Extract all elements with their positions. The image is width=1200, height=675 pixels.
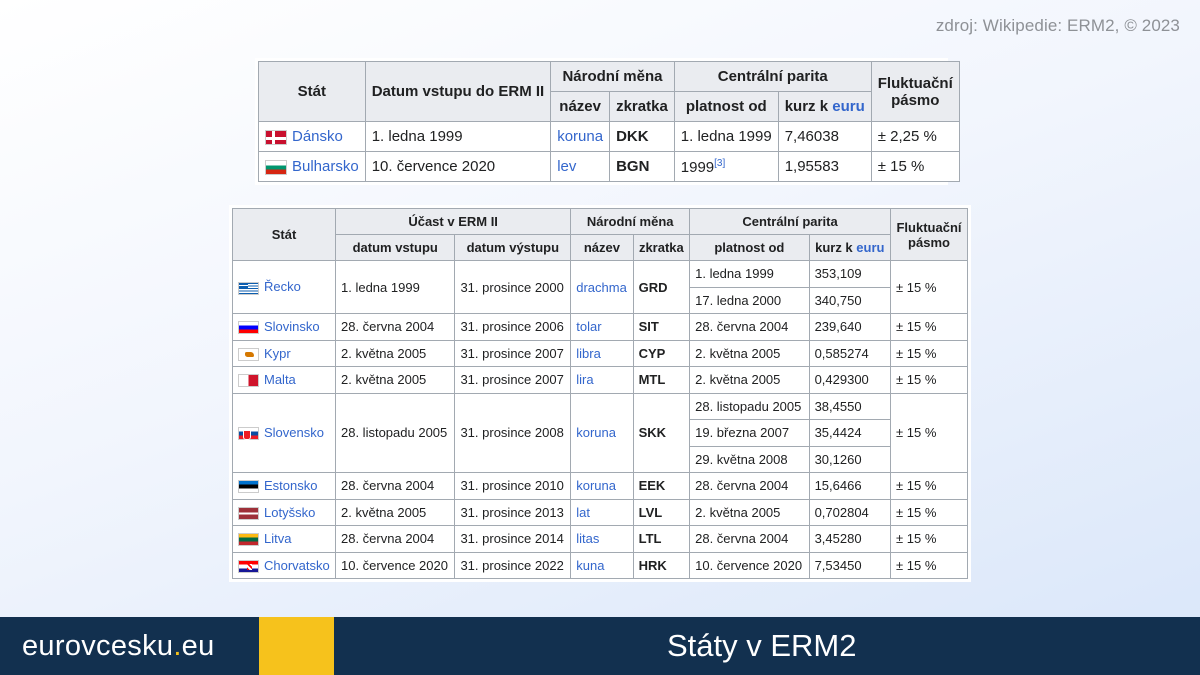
col-header-platnost-od: platnost od — [690, 235, 809, 261]
parity-valid-from-cell: 1. ledna 1999 — [690, 261, 809, 288]
slide-title: Státy v ERM2 — [667, 628, 857, 663]
country-cell — [233, 261, 336, 314]
table-row — [259, 152, 960, 182]
euru-link[interactable]: euru — [856, 240, 885, 255]
erm2-current-members-table — [258, 61, 960, 182]
accent-block — [259, 617, 334, 675]
table-row — [233, 314, 968, 341]
entry-date-cell: 10. července 2020 — [336, 552, 455, 579]
country-link[interactable]: Slovinsko — [264, 319, 320, 335]
table-row — [233, 473, 968, 500]
currency-code-cell: LVL — [633, 499, 690, 526]
fluctuation-band-cell: ± 15 % — [891, 393, 968, 473]
parity-valid-from-cell: 2. května 2005 — [690, 340, 809, 367]
table1-body — [259, 122, 960, 182]
parity-rate-cell: 239,640 — [809, 314, 890, 341]
parity-rate-cell: 0,429300 — [809, 367, 890, 394]
currency-code-cell: SIT — [633, 314, 690, 341]
estonia-flag-icon — [238, 480, 259, 493]
country-cell — [233, 367, 336, 394]
currency-link[interactable]: tolar — [576, 319, 602, 335]
brand-logo[interactable] — [22, 617, 215, 675]
source-note: zdroj: Wikipedie: ERM2, © 2023 — [935, 16, 1180, 35]
col-header-stat: Stát — [233, 209, 336, 261]
entry-date-cell: 1. ledna 1999 — [336, 261, 455, 314]
col-header-centralni-parita: Centrální parita — [690, 209, 891, 235]
table-row — [233, 499, 968, 526]
parity-rate-cell: 353,109 — [809, 261, 890, 288]
parity-valid-from-cell: 19. března 2007 — [690, 420, 809, 447]
fluctuation-band-cell: ± 15 % — [891, 499, 968, 526]
country-cell — [233, 340, 336, 367]
country-link[interactable]: Litva — [264, 531, 292, 547]
col-header-datum-vstupu: datum vstupu — [336, 235, 455, 261]
col-header-ucast: Účast v ERM II — [336, 209, 571, 235]
currency-link[interactable]: lira — [576, 372, 594, 388]
currency-cell — [551, 152, 610, 182]
currency-cell — [571, 499, 633, 526]
parity-rate-cell: 30,1260 — [809, 446, 890, 473]
euru-link[interactable]: euru — [832, 98, 865, 115]
country-cell — [233, 314, 336, 341]
parity-valid-from-cell: 28. června 2004 — [690, 526, 809, 553]
fluctuation-band-cell: ± 15 % — [891, 367, 968, 394]
table-row — [233, 552, 968, 579]
brand-dot: . — [173, 630, 182, 662]
kurz-k-label: kurz k — [815, 240, 853, 255]
entry-date-cell: 28. června 2004 — [336, 526, 455, 553]
entry-date-cell: 28. listopadu 2005 — [336, 393, 455, 473]
currency-link[interactable]: libra — [576, 345, 601, 361]
parity-valid-from-cell: 10. července 2020 — [690, 552, 809, 579]
entry-date-cell: 28. června 2004 — [336, 314, 455, 341]
country-link[interactable]: Kypr — [264, 345, 291, 361]
country-cell — [233, 526, 336, 553]
parity-rate-cell: 7,53450 — [809, 552, 890, 579]
exit-date-cell: 31. prosince 2007 — [455, 367, 571, 394]
currency-cell — [571, 526, 633, 553]
currency-code-cell: EEK — [633, 473, 690, 500]
footer-bar — [0, 617, 1200, 675]
currency-link[interactable]: kuna — [576, 557, 605, 573]
currency-cell — [571, 261, 633, 314]
country-link[interactable]: Estonsko — [264, 478, 318, 494]
parity-valid-from-cell: 29. května 2008 — [690, 446, 809, 473]
col-header-nazev: název — [551, 92, 610, 122]
currency-code-cell: DKK — [610, 122, 675, 152]
malta-flag-icon — [238, 374, 259, 387]
footnote-ref-link[interactable]: [3] — [714, 157, 726, 169]
table-row — [233, 367, 968, 394]
col-header-platnost-od: platnost od — [674, 92, 778, 122]
parity-rate-cell: 1,95583 — [778, 152, 871, 182]
country-link[interactable]: Malta — [264, 372, 296, 388]
erm2-former-members-table — [232, 208, 968, 579]
country-link[interactable]: Řecko — [264, 279, 301, 295]
country-link[interactable]: Lotyšsko — [264, 504, 316, 520]
col-header-fluktuacni-pasmo: Fluktuační pásmo — [871, 62, 959, 122]
parity-rate-cell: 35,4424 — [809, 420, 890, 447]
country-cell — [233, 473, 336, 500]
croatia-flag-icon — [238, 560, 259, 573]
parity-rate-cell: 0,585274 — [809, 340, 890, 367]
currency-link[interactable]: litas — [576, 531, 600, 547]
col-header-narodni-mena: Národní měna — [551, 62, 675, 92]
currency-link[interactable]: koruna — [576, 425, 616, 441]
currency-link[interactable]: lat — [576, 504, 590, 520]
country-cell — [233, 552, 336, 579]
entry-date-cell: 1. ledna 1999 — [365, 122, 551, 152]
currency-code-cell: HRK — [633, 552, 690, 579]
exit-date-cell: 31. prosince 2008 — [455, 393, 571, 473]
currency-code-cell: BGN — [610, 152, 675, 182]
currency-cell — [571, 340, 633, 367]
parity-rate-cell: 3,45280 — [809, 526, 890, 553]
currency-cell — [551, 122, 610, 152]
col-header-fluktuacni-pasmo: Fluktuační pásmo — [891, 209, 968, 261]
fluctuation-band-cell: ± 15 % — [891, 340, 968, 367]
parity-valid-from: 1. ledna 1999 — [680, 128, 772, 145]
country-link[interactable]: Dánsko — [292, 128, 343, 145]
exit-date-cell: 31. prosince 2006 — [455, 314, 571, 341]
parity-valid-from-cell — [674, 122, 778, 152]
brand-tld: eu — [181, 630, 215, 662]
parity-valid-from-cell: 2. května 2005 — [690, 499, 809, 526]
col-header-datum-vystupu: datum výstupu — [455, 235, 571, 261]
parity-valid-from-cell: 2. května 2005 — [690, 367, 809, 394]
table-row — [233, 261, 968, 288]
col-header-zkratka: zkratka — [633, 235, 690, 261]
col-header-kurz-k-euru — [809, 235, 890, 261]
currency-link[interactable]: lev — [557, 158, 577, 175]
currency-code-cell: GRD — [633, 261, 690, 314]
entry-date-cell: 2. května 2005 — [336, 340, 455, 367]
table-row — [233, 393, 968, 420]
currency-cell — [571, 393, 633, 473]
parity-valid-from-cell: 17. ledna 2000 — [690, 287, 809, 314]
col-header-zkratka: zkratka — [610, 92, 675, 122]
parity-valid-from: 1999 — [680, 158, 715, 176]
currency-link[interactable]: koruna — [576, 478, 616, 494]
fluctuation-band-cell: ± 15 % — [891, 314, 968, 341]
slovakia-flag-icon — [238, 427, 259, 440]
parity-rate-cell: 7,46038 — [778, 122, 871, 152]
exit-date-cell: 31. prosince 2000 — [455, 261, 571, 314]
denmark-flag-icon — [265, 130, 287, 145]
table-row — [233, 340, 968, 367]
fluctuation-band-cell: ± 15 % — [891, 552, 968, 579]
parity-valid-from-cell: 28. června 2004 — [690, 473, 809, 500]
country-cell — [233, 499, 336, 526]
col-header-centralni-parita: Centrální parita — [674, 62, 871, 92]
currency-cell — [571, 473, 633, 500]
greece-flag-icon — [238, 282, 259, 295]
col-header-nazev: název — [571, 235, 633, 261]
fluctuation-band-cell: ± 15 % — [891, 261, 968, 314]
fluctuation-band-cell: ± 15 % — [891, 526, 968, 553]
parity-rate-cell: 15,6466 — [809, 473, 890, 500]
exit-date-cell: 31. prosince 2022 — [455, 552, 571, 579]
country-link[interactable]: Chorvatsko — [264, 557, 330, 573]
currency-link[interactable]: drachma — [576, 279, 627, 295]
entry-date-cell: 2. května 2005 — [336, 367, 455, 394]
currency-code-cell: CYP — [633, 340, 690, 367]
country-cell — [259, 122, 366, 152]
parity-rate-cell: 0,702804 — [809, 499, 890, 526]
country-cell — [259, 152, 366, 182]
currency-cell — [571, 367, 633, 394]
col-header-stat: Stát — [259, 62, 366, 122]
country-cell — [233, 393, 336, 473]
currency-code-cell: SKK — [633, 393, 690, 473]
currency-code-cell: MTL — [633, 367, 690, 394]
col-header-kurz-k-euru — [778, 92, 871, 122]
exit-date-cell: 31. prosince 2013 — [455, 499, 571, 526]
latvia-flag-icon — [238, 507, 259, 520]
col-header-datum-vstupu: Datum vstupu do ERM II — [365, 62, 551, 122]
country-link[interactable]: Slovensko — [264, 425, 324, 441]
exit-date-cell: 31. prosince 2010 — [455, 473, 571, 500]
fluctuation-band-cell: ± 2,25 % — [871, 122, 959, 152]
entry-date-cell: 10. července 2020 — [365, 152, 551, 182]
currency-link[interactable]: koruna — [557, 128, 604, 145]
kurz-k-label: kurz k — [784, 98, 829, 115]
parity-rate-cell: 38,4550 — [809, 393, 890, 420]
parity-rate-cell: 340,750 — [809, 287, 890, 314]
col-header-narodni-mena: Národní měna — [571, 209, 690, 235]
lithuania-flag-icon — [238, 533, 259, 546]
fluctuation-band-cell: ± 15 % — [891, 473, 968, 500]
parity-valid-from-cell — [674, 152, 778, 182]
table-row — [233, 526, 968, 553]
fluctuation-band-cell: ± 15 % — [871, 152, 959, 182]
slovenia-flag-icon — [238, 321, 259, 334]
table2-body — [233, 261, 968, 579]
parity-valid-from-cell: 28. listopadu 2005 — [690, 393, 809, 420]
entry-date-cell: 28. června 2004 — [336, 473, 455, 500]
erm2-former-table-panel — [229, 205, 971, 582]
exit-date-cell: 31. prosince 2007 — [455, 340, 571, 367]
brand-name: eurovcesku — [22, 630, 174, 662]
cyprus-flag-icon — [238, 348, 259, 361]
bulgaria-flag-icon — [265, 160, 287, 175]
country-link[interactable]: Bulharsko — [292, 158, 359, 175]
erm2-current-table-panel — [255, 58, 953, 185]
exit-date-cell: 31. prosince 2014 — [455, 526, 571, 553]
currency-code-cell: LTL — [633, 526, 690, 553]
parity-valid-from-cell: 28. června 2004 — [690, 314, 809, 341]
entry-date-cell: 2. května 2005 — [336, 499, 455, 526]
table-row — [259, 122, 960, 152]
currency-cell — [571, 314, 633, 341]
currency-cell — [571, 552, 633, 579]
